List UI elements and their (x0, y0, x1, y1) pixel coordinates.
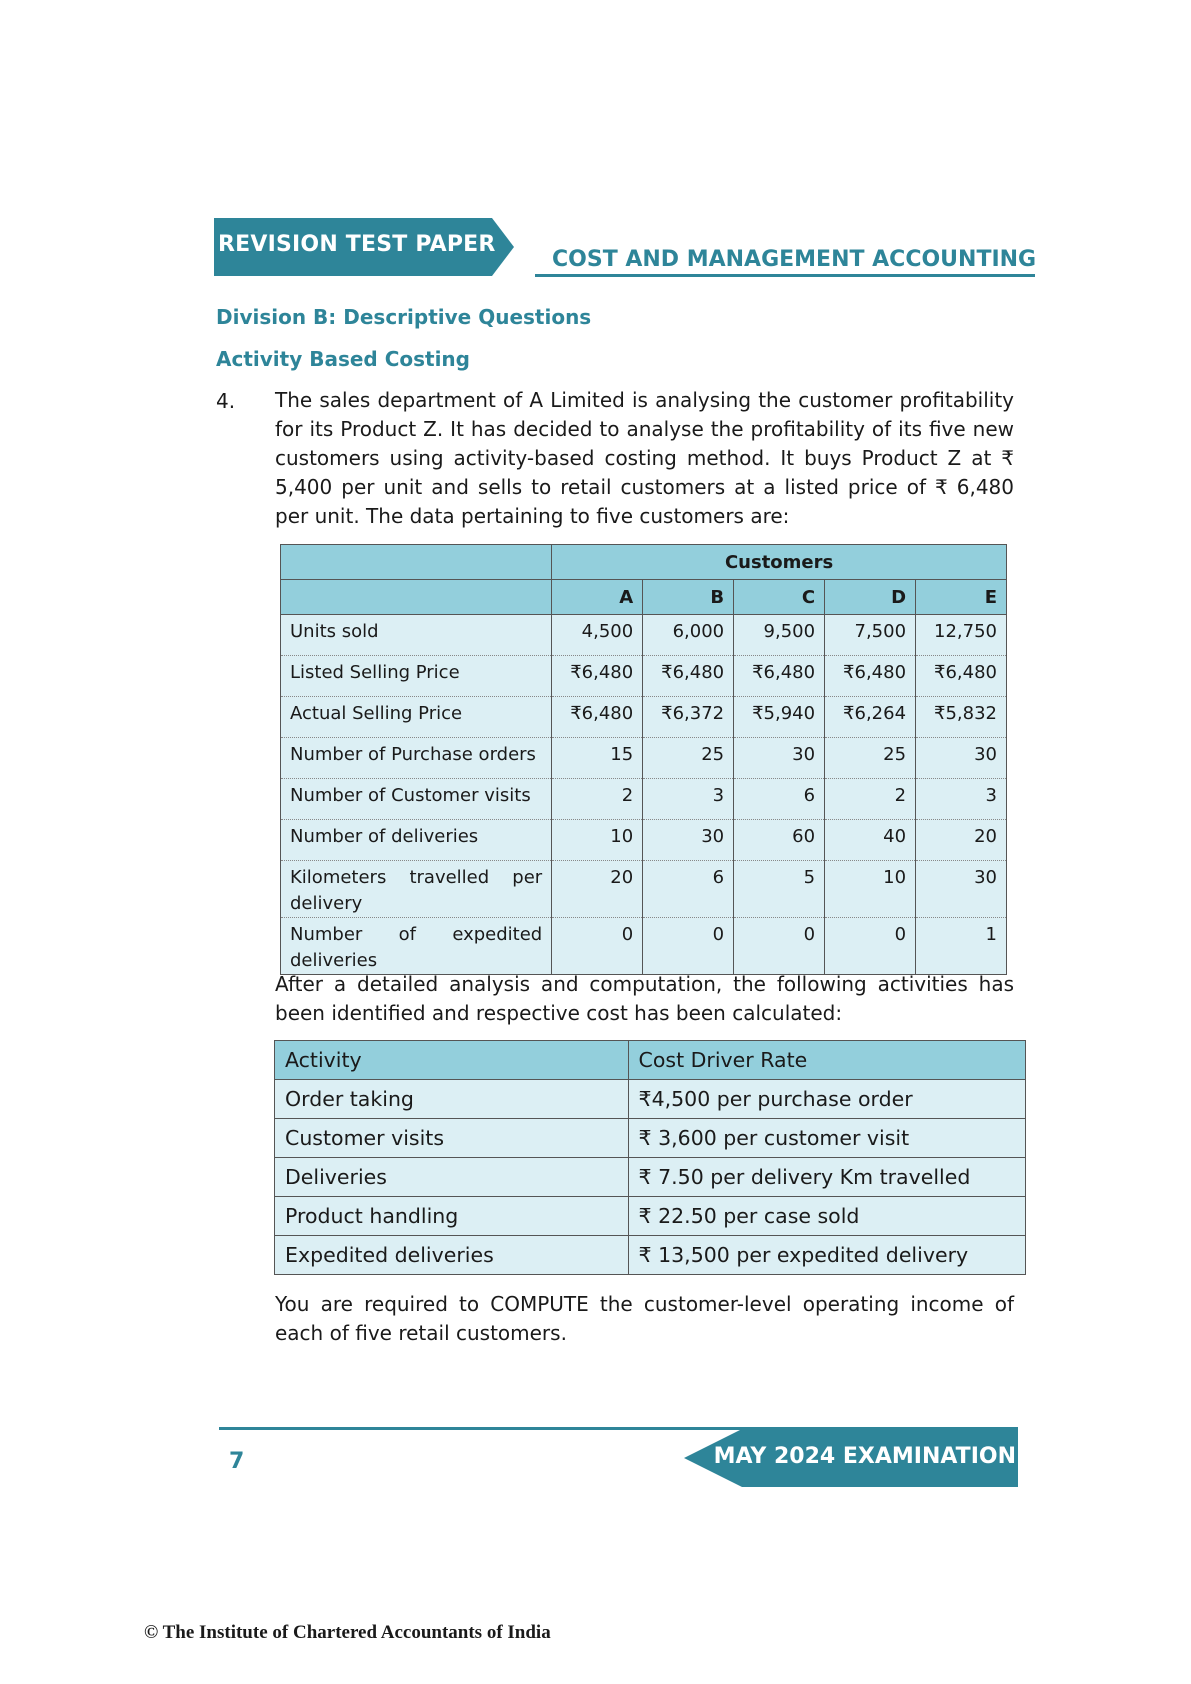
customers-group-header: Customers (552, 545, 1007, 580)
cost-driver-rate: ₹4,500 per purchase order (628, 1080, 1025, 1119)
cell-value: 60 (734, 820, 825, 861)
cell-value: 40 (825, 820, 916, 861)
table-row (275, 1080, 1026, 1119)
cell-value: ₹6,264 (825, 697, 916, 738)
cell-value: 2 (552, 779, 643, 820)
table-row (275, 1236, 1026, 1275)
footer-banner (684, 1429, 1018, 1487)
table-row (281, 697, 1007, 738)
activity-name: Customer visits (275, 1119, 629, 1158)
cell-value: 30 (643, 820, 734, 861)
header-subject-title: COST AND MANAGEMENT ACCOUNTING (552, 247, 1037, 272)
cell-value: 30 (916, 861, 1007, 918)
cell-value: 10 (552, 820, 643, 861)
row-label: Number of deliveries (281, 820, 552, 861)
row-label: Kilometers travelled per delivery (281, 861, 552, 918)
cell-value: 15 (552, 738, 643, 779)
activity-name: Deliveries (275, 1158, 629, 1197)
topic-heading: Activity Based Costing (216, 347, 470, 371)
cell-value: ₹6,480 (916, 656, 1007, 697)
table-row (281, 820, 1007, 861)
activity-cost-table (274, 1040, 1026, 1275)
column-header: E (916, 580, 1007, 615)
table-row (281, 615, 1007, 656)
cell-value: 0 (825, 918, 916, 975)
column-header: D (825, 580, 916, 615)
header-banner (214, 218, 514, 276)
table-row (281, 861, 1007, 918)
exam-label: MAY 2024 EXAMINATION (713, 1444, 1016, 1469)
cost-driver-rate: ₹ 22.50 per case sold (628, 1197, 1025, 1236)
question-requirement: You are required to COMPUTE the customer-level operating income of each of five retail customers. (275, 1292, 1014, 1345)
row-label: Actual Selling Price (281, 697, 552, 738)
cell-value: 30 (734, 738, 825, 779)
cell-value: 0 (734, 918, 825, 975)
cell-value: ₹6,372 (643, 697, 734, 738)
row-label: Number of Purchase orders (281, 738, 552, 779)
cell-value: 0 (643, 918, 734, 975)
cell-value: 1 (916, 918, 1007, 975)
customer-data-table (280, 544, 1007, 975)
row-label: Listed Selling Price (281, 656, 552, 697)
cell-value: 3 (916, 779, 1007, 820)
copyright-notice: © The Institute of Chartered Accountants of India (144, 1622, 551, 1643)
cell-value: ₹6,480 (643, 656, 734, 697)
activity-intro: After a detailed analysis and computation, the following activities has been identified and respective cost has been calculated: (275, 972, 1014, 1025)
column-header: C (734, 580, 825, 615)
table-corner-lower (281, 580, 552, 615)
cell-value: 25 (643, 738, 734, 779)
table-row (281, 918, 1007, 975)
cost-driver-rate: ₹ 13,500 per expedited delivery (628, 1236, 1025, 1275)
cell-value: 9,500 (734, 615, 825, 656)
cell-value: ₹6,480 (552, 697, 643, 738)
cell-value: ₹6,480 (552, 656, 643, 697)
column-header: A (552, 580, 643, 615)
table-row (275, 1119, 1026, 1158)
cell-value: 0 (552, 918, 643, 975)
cell-value: 6,000 (643, 615, 734, 656)
division-heading: Division B: Descriptive Questions (216, 305, 592, 329)
table-row (275, 1197, 1026, 1236)
activity-name: Order taking (275, 1080, 629, 1119)
cell-value: ₹5,940 (734, 697, 825, 738)
cell-value: 10 (825, 861, 916, 918)
question-intro: The sales department of A Limited is analysing the customer profitability for its Product Z. It has decided to analyse the profitability of its five new customers using activity-based costing method. It buys Product Z at ₹ 5,400 per unit and sells to retail customers at a listed price of ₹ 6,480 per unit. The data pertaining to five customers are: (275, 388, 1014, 528)
column-header: B (643, 580, 734, 615)
cell-value: 12,750 (916, 615, 1007, 656)
header-left-label: REVISION TEST PAPER (218, 232, 496, 257)
cell-value: 6 (643, 861, 734, 918)
cell-value: 4,500 (552, 615, 643, 656)
cell-value: 20 (916, 820, 1007, 861)
cell-value: 20 (552, 861, 643, 918)
row-label: Units sold (281, 615, 552, 656)
cell-value: ₹6,480 (825, 656, 916, 697)
activity-name: Expedited deliveries (275, 1236, 629, 1275)
cell-value: ₹6,480 (734, 656, 825, 697)
question-number: 4. (216, 389, 236, 413)
cost-driver-rate: ₹ 7.50 per delivery Km travelled (628, 1158, 1025, 1197)
table-row (281, 738, 1007, 779)
rate-column-header: Cost Driver Rate (628, 1041, 1025, 1080)
activity-name: Product handling (275, 1197, 629, 1236)
table-row (275, 1158, 1026, 1197)
cost-driver-rate: ₹ 3,600 per customer visit (628, 1119, 1025, 1158)
cell-value: 25 (825, 738, 916, 779)
cell-value: 7,500 (825, 615, 916, 656)
header-rule (535, 274, 1035, 277)
page-number: 7 (229, 1449, 245, 1474)
cell-value: ₹5,832 (916, 697, 1007, 738)
cell-value: 30 (916, 738, 1007, 779)
table-row (281, 656, 1007, 697)
row-label: Number of expedited deliveries (281, 918, 552, 975)
cell-value: 6 (734, 779, 825, 820)
table-row (281, 779, 1007, 820)
cell-value: 5 (734, 861, 825, 918)
activity-column-header: Activity (275, 1041, 629, 1080)
cell-value: 2 (825, 779, 916, 820)
cell-value: 3 (643, 779, 734, 820)
row-label: Number of Customer visits (281, 779, 552, 820)
table-corner (281, 545, 552, 580)
